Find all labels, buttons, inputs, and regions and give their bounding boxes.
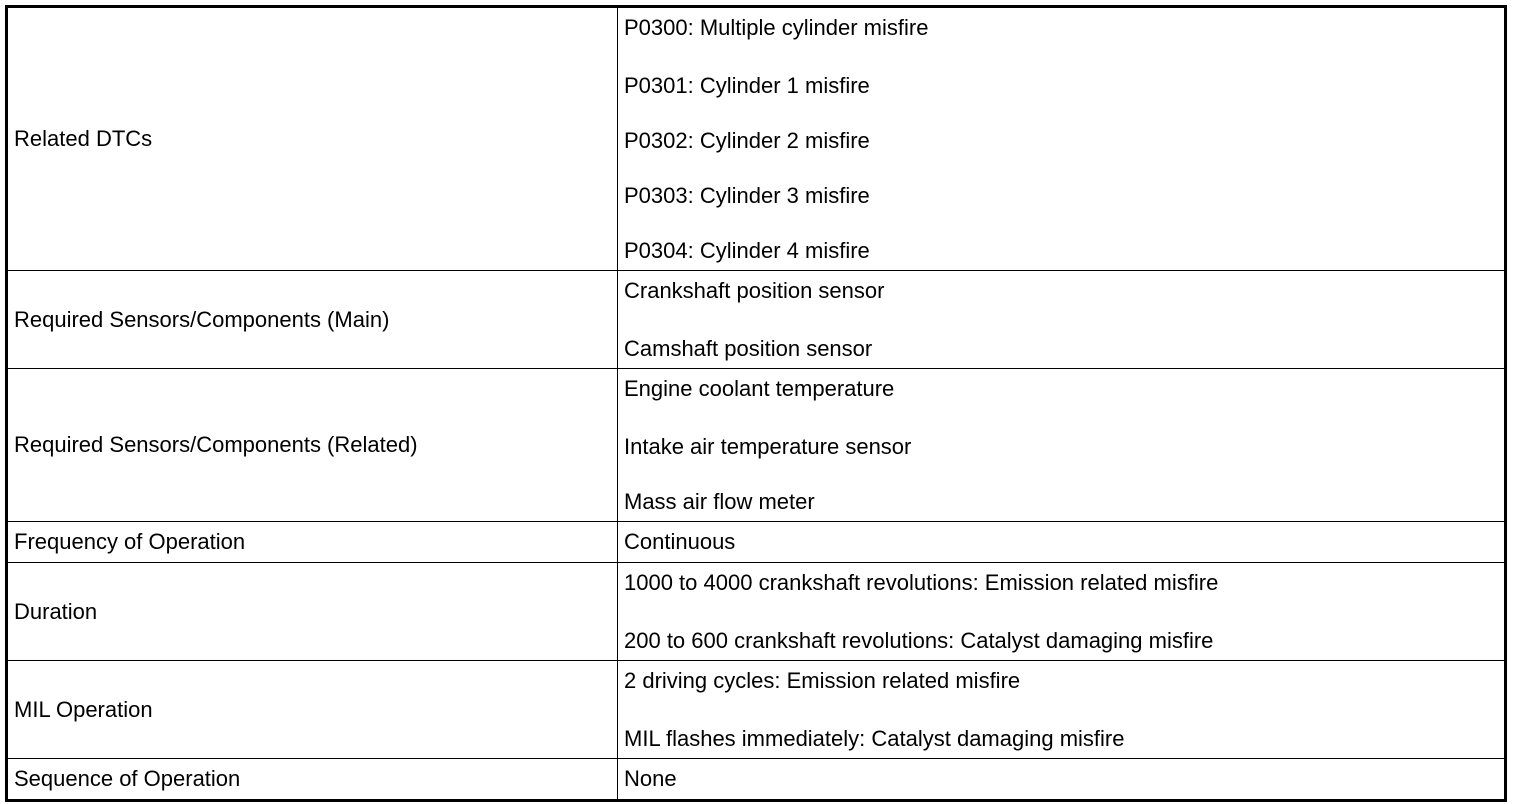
value-line: Camshaft position sensor [624, 336, 873, 361]
value-line: Intake air temperature sensor [624, 434, 912, 459]
table-row [7, 271, 1506, 369]
value-line: P0301: Cylinder 1 misfire [624, 73, 870, 98]
row-label: MIL Operation [7, 661, 618, 759]
value-line: P0304: Cylinder 4 misfire [624, 238, 870, 263]
row-label: Related DTCs [7, 7, 618, 271]
table-row [7, 522, 1506, 563]
table-row [7, 7, 1506, 271]
table-row [7, 759, 1506, 801]
table-row [7, 563, 1506, 661]
row-value-cell [618, 7, 1506, 271]
row-value-cell [618, 369, 1506, 522]
value-line: MIL flashes immediately: Catalyst damaging misfire [624, 726, 1125, 751]
table-row [7, 369, 1506, 522]
row-label: Frequency of Operation [7, 522, 618, 563]
value-line: 2 driving cycles: Emission related misfire [624, 668, 1021, 693]
row-value-cell [618, 522, 1506, 563]
monitor-spec-table [5, 5, 1507, 802]
row-value-cell [618, 759, 1506, 801]
value-line: Crankshaft position sensor [624, 278, 885, 303]
value-line: P0302: Cylinder 2 misfire [624, 128, 870, 153]
value-line: P0303: Cylinder 3 misfire [624, 183, 870, 208]
value-line: None [624, 766, 677, 791]
row-label: Required Sensors/Components (Main) [7, 271, 618, 369]
row-label: Duration [7, 563, 618, 661]
value-line: P0300: Multiple cylinder misfire [624, 15, 929, 40]
row-label: Sequence of Operation [7, 759, 618, 801]
value-line: Engine coolant temperature [624, 376, 895, 401]
row-label: Required Sensors/Components (Related) [7, 369, 618, 522]
value-line: Continuous [624, 529, 736, 554]
row-value-cell [618, 563, 1506, 661]
value-line: 200 to 600 crankshaft revolutions: Catalyst damaging misfire [624, 628, 1214, 653]
value-line: 1000 to 4000 crankshaft revolutions: Emission related misfire [624, 570, 1219, 595]
row-value-cell [618, 661, 1506, 759]
table-row [7, 661, 1506, 759]
row-value-cell [618, 271, 1506, 369]
value-line: Mass air flow meter [624, 489, 815, 514]
